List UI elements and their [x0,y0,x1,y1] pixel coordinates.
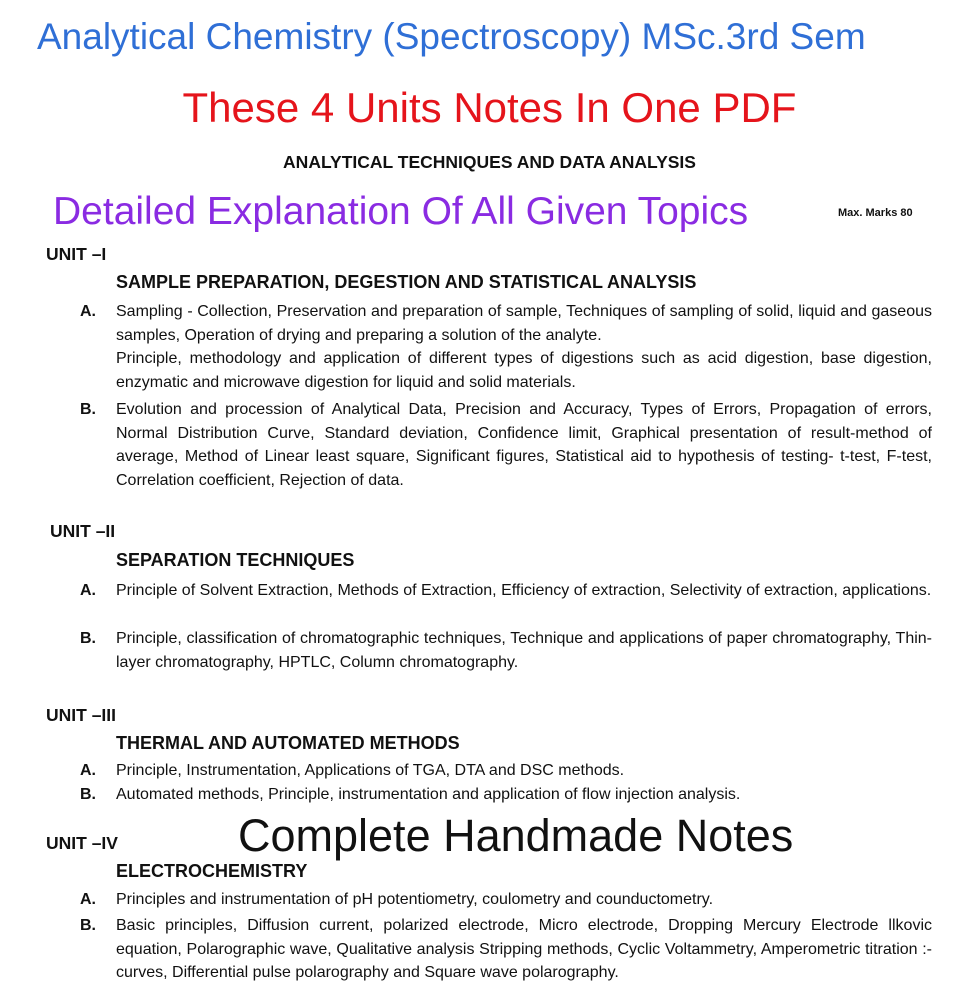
unit-1-title: SAMPLE PREPARATION, DEGESTION AND STATISTICAL ANALYSIS [116,272,697,292]
item-paragraph: Basic principles, Diffusion current, polarized electrode, Micro electrode, Dropping Mercury Electrode llkovic equation, Polarographic wave, Qualitative analysis Stripping methods, Cyclic Voltammetry, Amperometric titration :-curves, Differential pulse polarography and Square wave polarography. [116,917,932,981]
unit-4-title: ELECTROCHEMISTRY [116,861,308,881]
syllabus-title: ANALYTICAL TECHNIQUES AND DATA ANALYSIS [283,152,696,172]
item-paragraph: Automated methods, Principle, instrumentation and application of flow injection analysis. [116,786,741,803]
item-letter: B. [80,401,96,418]
unit-3-item-a [80,759,932,783]
item-paragraph: Principles and instrumentation of pH potentiometry, coulometry and counductometry. [116,891,714,908]
item-paragraph: Principle, classification of chromatographic techniques, Technique and applications of paper chromatography, Thin-layer chromatography, HPTLC, Column chromatography. [116,630,932,671]
promo-explanation-note: Detailed Explanation Of All Given Topics [53,190,749,233]
unit-1-item-b [80,398,932,492]
item-paragraph: Sampling - Collection, Preservation and preparation of sample, Techniques of sampling of solid, liquid and gaseous samples, Operation of drying and preparing a solution of the analyte. [116,303,932,344]
unit-3-title: THERMAL AND AUTOMATED METHODS [116,733,460,753]
unit-2-item-a [80,579,932,603]
unit-2-heading: UNIT –II [50,521,116,541]
item-paragraph: Principle of Solvent Extraction, Methods of Extraction, Efficiency of extraction, Selectivity of extraction, applications. [116,582,932,599]
promo-course-title: Analytical Chemistry (Spectroscopy) MSc.3rd Sem [37,16,866,57]
item-letter: A. [80,582,96,599]
unit-3-item-b [80,783,932,807]
unit-4-heading: UNIT –IV [46,833,118,853]
item-letter: B. [80,786,96,803]
unit-2-item-b [80,627,932,674]
item-letter: A. [80,891,96,908]
item-letter: B. [80,630,96,647]
item-paragraph: Evolution and procession of Analytical Data, Precision and Accuracy, Types of Errors, Propagation of errors, Normal Distribution Curve, Standard deviation, Confidence limit, Graphical presentation of result-method of average, Method of Linear least square, Significant figures, Statistical aid to hypothesis of testing- t-test, F-test, Correlation coefficient, Rejection of data. [116,401,932,489]
item-letter: A. [80,303,96,320]
promo-pdf-notice: These 4 Units Notes In One PDF [182,84,797,131]
item-paragraph: Principle, Instrumentation, Applications of TGA, DTA and DSC methods. [116,762,625,779]
promo-handmade-notes: Complete Handmade Notes [238,810,794,861]
item-letter: B. [80,917,96,934]
item-letter: A. [80,762,96,779]
unit-3-heading: UNIT –III [46,705,117,725]
max-marks: Max. Marks 80 [838,207,913,219]
unit-4-item-a [80,888,932,912]
item-paragraph: Principle, methodology and application of different types of digestions such as acid digestion, base digestion, enzymatic and microwave digestion for liquid and solid materials. [116,350,932,391]
unit-4-item-b [80,914,932,985]
unit-2-title: SEPARATION TECHNIQUES [116,550,355,570]
unit-1-heading: UNIT –I [46,244,107,264]
unit-1-item-a [80,300,932,394]
